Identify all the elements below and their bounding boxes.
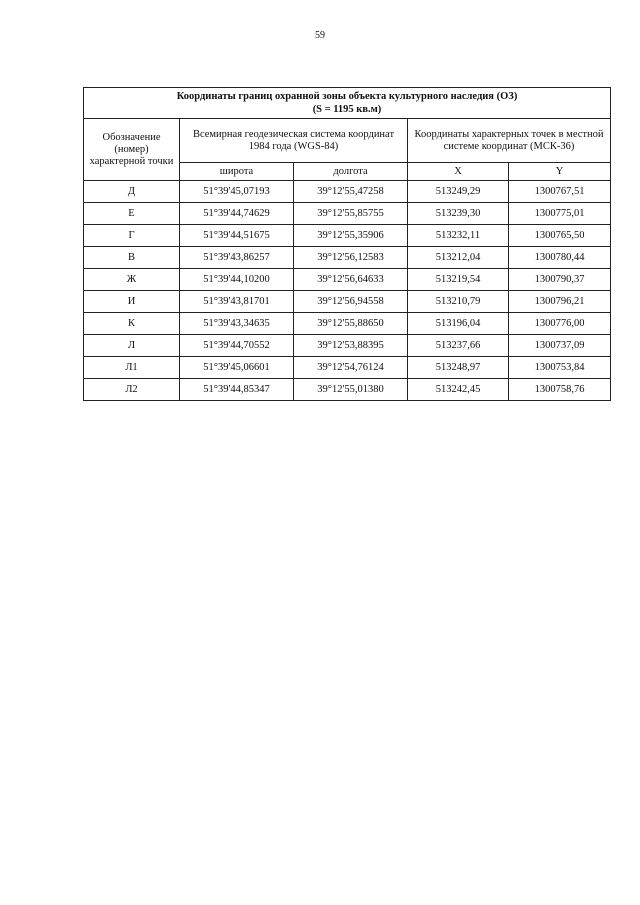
- header-latitude: широта: [180, 163, 294, 181]
- table-row: [84, 335, 611, 357]
- cell-point: Е: [84, 203, 180, 225]
- cell-y: 1300758,76: [509, 379, 611, 401]
- cell-latitude: 51°39'43,81701: [180, 291, 294, 313]
- cell-x: 513237,66: [408, 335, 509, 357]
- header-msk36: Координаты характерных точек в местной системе координат (МСК-36): [408, 119, 611, 163]
- cell-latitude: 51°39'45,06601: [180, 357, 294, 379]
- cell-longitude: 39°12'55,35906: [294, 225, 408, 247]
- cell-y: 1300753,84: [509, 357, 611, 379]
- cell-x: 513239,30: [408, 203, 509, 225]
- cell-point: Д: [84, 181, 180, 203]
- cell-y: 1300776,00: [509, 313, 611, 335]
- cell-y: 1300767,51: [509, 181, 611, 203]
- table-row: [84, 225, 611, 247]
- cell-longitude: 39°12'55,88650: [294, 313, 408, 335]
- table-body: [84, 181, 611, 401]
- cell-y: 1300737,09: [509, 335, 611, 357]
- table-header-row: [84, 119, 611, 163]
- header-y: Y: [509, 163, 611, 181]
- table-row: [84, 247, 611, 269]
- cell-point: В: [84, 247, 180, 269]
- cell-point: Л1: [84, 357, 180, 379]
- cell-y: 1300775,01: [509, 203, 611, 225]
- table-row: [84, 379, 611, 401]
- cell-longitude: 39°12'54,76124: [294, 357, 408, 379]
- table-row: [84, 269, 611, 291]
- cell-latitude: 51°39'44,74629: [180, 203, 294, 225]
- cell-y: 1300765,50: [509, 225, 611, 247]
- header-x: X: [408, 163, 509, 181]
- cell-longitude: 39°12'55,47258: [294, 181, 408, 203]
- cell-point: И: [84, 291, 180, 313]
- cell-longitude: 39°12'56,94558: [294, 291, 408, 313]
- cell-x: 513212,04: [408, 247, 509, 269]
- header-longitude: долгота: [294, 163, 408, 181]
- cell-latitude: 51°39'44,51675: [180, 225, 294, 247]
- header-wgs84: Всемирная геодезическая система координат 1984 года (WGS-84): [180, 119, 408, 163]
- table-title-row: [84, 88, 611, 119]
- table-title-line-2: (S = 1195 кв.м): [312, 104, 382, 115]
- table-row: [84, 291, 611, 313]
- cell-y: 1300780,44: [509, 247, 611, 269]
- cell-longitude: 39°12'53,88395: [294, 335, 408, 357]
- cell-point: Л2: [84, 379, 180, 401]
- cell-latitude: 51°39'43,34635: [180, 313, 294, 335]
- cell-x: 513232,11: [408, 225, 509, 247]
- cell-point: К: [84, 313, 180, 335]
- cell-point: Ж: [84, 269, 180, 291]
- cell-latitude: 51°39'45,07193: [180, 181, 294, 203]
- cell-latitude: 51°39'43,86257: [180, 247, 294, 269]
- cell-x: 513248,97: [408, 357, 509, 379]
- header-point-designation: Обозначение (номер) характерной точки: [84, 119, 180, 181]
- cell-y: 1300790,37: [509, 269, 611, 291]
- cell-x: 513249,29: [408, 181, 509, 203]
- cell-longitude: 39°12'55,01380: [294, 379, 408, 401]
- table-title-line-1: Координаты границ охранной зоны объекта культурного наследия (ОЗ): [176, 91, 518, 102]
- cell-point: Г: [84, 225, 180, 247]
- page-number: 59: [315, 30, 325, 41]
- cell-point: Л: [84, 335, 180, 357]
- table-row: [84, 357, 611, 379]
- coordinates-table: [83, 87, 611, 401]
- table-row: [84, 203, 611, 225]
- cell-longitude: 39°12'56,12583: [294, 247, 408, 269]
- cell-x: 513210,79: [408, 291, 509, 313]
- cell-latitude: 51°39'44,70552: [180, 335, 294, 357]
- cell-x: 513219,54: [408, 269, 509, 291]
- cell-longitude: 39°12'56,64633: [294, 269, 408, 291]
- cell-x: 513196,04: [408, 313, 509, 335]
- cell-x: 513242,45: [408, 379, 509, 401]
- cell-latitude: 51°39'44,85347: [180, 379, 294, 401]
- table-title: [84, 88, 611, 119]
- cell-latitude: 51°39'44,10200: [180, 269, 294, 291]
- table-row: [84, 181, 611, 203]
- cell-y: 1300796,21: [509, 291, 611, 313]
- cell-longitude: 39°12'55,85755: [294, 203, 408, 225]
- table-row: [84, 313, 611, 335]
